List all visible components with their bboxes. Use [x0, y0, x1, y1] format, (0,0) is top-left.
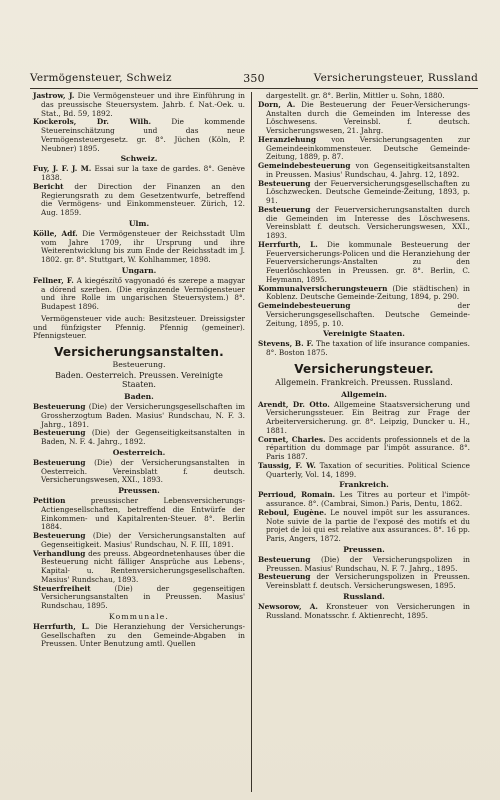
section-title-versicherungsanstalten: Versicherungsanstalten. — [54, 345, 224, 359]
entry-text: Die Heranziehung der Versicherungs-Gesellschaften zu den Gemeinde-Abgaben in Preussen. Unter Benutzung amtl. Quellen — [41, 621, 245, 649]
entry-text: der Feuerversicherungsanstalten durch die Gemeinden im Interesse des Löschwesens. Vereinsblatt f. deutsch. Versicherungswesen, XXI., 1893. — [266, 204, 470, 240]
section-title-versicherungsteuer: Versicherungsteuer. — [294, 361, 434, 376]
entry-text: Die Vermögensteuer und ihre Einführung in das preussische Steuersystem. Jahrb. f. Nat.-Oek. u. Stat., Bd. 59, 1892. — [41, 91, 245, 118]
entry-author: Herrfurth, L. — [33, 621, 90, 631]
entry-author: Besteuerung — [33, 457, 86, 467]
bib-entry — [33, 459, 245, 485]
bib-entry — [258, 401, 470, 436]
entry-text: der Versicherungsgesellschaften. Deutsche Gemeinde-Zeitung, 1895, p. 10. — [266, 301, 470, 328]
right-column — [258, 92, 470, 620]
entry-text: Die Besteuerung der Feuer-Versicherungs-Anstalten durch die Gemeinden im Interesse des Löschwesens. Vereinsbl. f. deutsch. Versicherungswesen, 21. Jahrg. — [266, 99, 470, 135]
entry-author: Fuy, J. F. J. M. — [33, 164, 92, 174]
running-header — [30, 72, 478, 88]
section-heading-schweiz: Schweiz. — [120, 154, 158, 164]
entry-author: Besteuerung — [258, 178, 311, 188]
entry-text: Die kommunale Besteuerung der Feuerversicherungs-Policen und die Heranziehung der Feuerversicherungs-Anstalten zu den Feuerlöschkosten in Preussen. gr. 8°. Berlin, C. Heymann, 1895. — [266, 239, 470, 284]
section-heading-kommunale: Kommunale. — [108, 611, 170, 621]
entry-text: Taxation of securities. Political Science Quarterly, Vol. 14, 1899. — [266, 460, 470, 479]
bib-entry — [258, 491, 470, 509]
entry-author: Gemeindebesteuerung — [258, 161, 351, 170]
country-list: Allgemein. Frankreich. Preussen. Russland. — [275, 377, 453, 387]
bib-entry — [258, 285, 470, 303]
entry-author: Newsorow, A. — [258, 601, 318, 611]
section-heading-preussen: Preussen. — [118, 486, 160, 496]
entry-author: Besteuerung — [33, 402, 86, 412]
section-heading-vereinigte-staaten: Vereinigte Staaten. — [323, 329, 405, 339]
page-number: 350 — [243, 72, 265, 85]
bib-entry — [33, 585, 245, 611]
bib-entry — [258, 573, 470, 591]
entry-text: von Gegenseitigkeitsanstalten in Preussen. Masius' Rundschau, 4. Jahrg. 12, 1892. — [266, 161, 470, 179]
entry-author: Petition — [33, 496, 66, 506]
entry-author: Gemeindebesteuerung — [258, 301, 351, 310]
entry-author: Herrfurth, L. — [258, 239, 318, 249]
entry-author: Reboul, Eugène. — [258, 507, 327, 517]
entry-author: Bericht — [33, 181, 64, 191]
entry-text: Die kommende Steuereinschätzung und das neue Vermögensteuergesetz. gr. 8°. Jüchen (Köln, P. Neubner) 1895. — [41, 117, 245, 153]
entry-author: Kölle, Adf. — [33, 228, 78, 238]
section-heading-baden: Baden. — [124, 392, 154, 402]
bib-entry — [33, 277, 245, 312]
bib-entry — [33, 403, 245, 429]
header-rule — [30, 88, 478, 89]
entry-author: Kommunalversicherungsteuern — [258, 283, 388, 293]
section-heading-ulm: Ulm. — [128, 218, 150, 228]
entry-author: Kockerols, Dr. Wilh. — [33, 117, 152, 127]
entry-text: (Die) der Gegenseitigkeitsanstalten in Baden, N. F. 4. Jahrg., 1892. — [41, 428, 245, 447]
entry-text: (Die städtischen) in Koblenz. Deutsche Gemeinde-Zeitung, 1894, p. 290. — [266, 283, 470, 302]
bib-entry — [33, 183, 245, 218]
bib-entry — [258, 180, 470, 206]
entry-author: Besteuerung — [258, 204, 311, 214]
entry-author: Jastrow, J. — [33, 91, 75, 100]
entry-author: Besteuerung — [258, 554, 311, 564]
entry-author: Taussig, F. W. — [258, 460, 316, 470]
entry-text: Le nouvel impôt sur les assurances. Note suivie de la partie de l'exposé des motifs et du projet de loi qui est relative aux assurances. 8°. 16 pp. Paris, Angers, 1872. — [266, 507, 470, 544]
section-subtitle: Besteuerung. — [112, 360, 166, 369]
entry-text: (Die) der Versicherungsanstalten in Oesterreich. Vereinsblatt f. deutsch. Versicherungswesen, XXI., 1893. — [41, 457, 245, 485]
bib-entry — [33, 165, 245, 183]
entry-text: der Direction der Finanzen an den Regierungsrath zu dem Gesetzentwurfe, betreffend die Vermögens- und Einkommensteuer. Zürich, 12. Aug. 1859. — [41, 181, 245, 217]
header-left: Vermögensteuer, Schweiz — [30, 72, 172, 84]
entry-text: (Die) der gegenseitigen Versicherungsanstalten in Preussen. Masius' Rundschau, 1895. — [41, 583, 245, 611]
bib-entry — [258, 556, 470, 574]
bib-entry — [258, 302, 470, 328]
bib-entry — [33, 497, 245, 532]
entry-author: Heranziehung — [258, 134, 316, 144]
bib-entry — [33, 92, 245, 118]
section-heading-russland: Russland. — [343, 591, 385, 601]
country-list: Baden. Oesterreich. Preussen. Vereinigte Staaten. — [55, 370, 223, 390]
entry-text: Allgemeine Staatsversicherung und Versicherungssteuer. Ein Beitrag zur Frage der Arbeiterversicherung. gr. 8°. Leipzig, Duncker u. H., 1881. — [266, 399, 471, 435]
entry-author: Besteuerung — [33, 531, 86, 541]
entry-author: Arendt, Dr. Otto. — [258, 399, 330, 409]
entry-text: Essai sur la taxe de gardes. 8°. Genève 1838. — [41, 164, 245, 182]
bib-entry — [258, 603, 470, 621]
entry-text: (Die) der Versicherungspolizen in Preussen. Masius' Rundschau, N. F. 7. Jahrg., 1895. — [266, 554, 470, 573]
section-heading-ungarn: Ungarn. — [121, 265, 157, 275]
section-heading-allgemein: Allgemein. — [341, 389, 387, 399]
bib-entry — [33, 118, 245, 153]
bib-entry — [258, 462, 470, 480]
entry-text: (Die) der Versicherungsgesellschaften im Grossherzogtum Baden. Masius' Rundschau, N. F. 3. Jahrg., 1891. — [41, 402, 245, 429]
entry-author: Stevens, B. F. — [258, 339, 314, 349]
entry-author: Cornet, Charles. — [258, 434, 326, 444]
bib-entry — [33, 623, 245, 649]
bib-entry — [258, 101, 470, 136]
entry-text: Des accidents professionnels et de la répartition du dommage par l'impôt assurance. 8°. Paris 1887. — [266, 434, 471, 462]
entry-author: Besteuerung — [33, 428, 86, 438]
bib-entry — [258, 206, 470, 241]
bib-entry — [258, 162, 470, 180]
entry-text: (Die) der Versicherungsanstalten auf Gegenseitigkeit. Masius' Rundschau, N. F. III, 1891. — [41, 531, 245, 549]
bib-entry — [33, 429, 245, 447]
entry-author: Perrioud, Romain. — [258, 490, 336, 500]
bib-entry — [258, 136, 470, 162]
entry-text: Les Titres au porteur et l'impôt-assurance. 8°. (Cambrai, Simon.) Paris, Dentu, 1862. — [266, 490, 470, 509]
bib-entry — [33, 230, 245, 265]
cross-reference-note: Vermögensteuer vide auch: Besitzsteuer. Dreissigster und fünfzigster Pfennig. Pfennig (gemeiner). Pfennigsteuer. — [33, 313, 245, 341]
entry-continuation: dargestellt. gr. 8°. Berlin, Mittler u. Sohn, 1880. — [266, 91, 445, 100]
section-heading-preussen: Preussen. — [343, 544, 385, 554]
entry-text: A kiegészítő vagyonadó és szerepe a magyar a dórend szerben. (Die ergänzende Vermögensteuer und ihre Rolle im ungarischen Steuersystem.) 8°. Budapest 1896. — [41, 275, 246, 311]
section-heading-frankreich: Frankreich. — [339, 480, 389, 490]
entry-text: The taxation of life insurance companies. 8°. Boston 1875. — [266, 339, 470, 357]
section-heading-oesterreich: Oesterreich. — [112, 447, 166, 457]
entry-author: Verhandlung — [33, 548, 86, 558]
entry-author: Besteuerung — [258, 572, 311, 582]
bib-entry — [33, 532, 245, 550]
entry-text: der Versicherungspolizen in Preussen. Vereinsblatt f. deutsch. Versicherungswesen, 1895. — [266, 572, 470, 591]
header-right: Versicherungsteuer, Russland — [313, 72, 478, 84]
entry-text: der Feuerversicherungsgesellschaften zu Löschzwecken. Deutsche Gemeinde-Zeitung, 1893, p. 91. — [266, 178, 470, 205]
bib-entry — [258, 509, 470, 544]
entry-author: Steuerfreiheit — [33, 583, 91, 593]
entry-text: preussischer Lebensversicherungs-Actiengesellschaften, betreffend die Entwürfe der Einkommen- und Kapitalrenten-Steuer. 8°. Berlin 1884. — [41, 496, 245, 532]
entry-text: des preuss. Abgeordnetenhauses über die Besteuerung nicht fälliger Ansprüche aus Lebens-, Kapital- u. Rentenversicherungsgesellschaften. Masius' Rundschau, 1893. — [41, 548, 245, 584]
entry-text: Die Vermögensteuer der Reichsstadt Ulm vom Jahre 1709, ihr Ursprung und ihre Weiterentwicklung bis zum Ende der Reichsstadt im J. 1802. gr. 8°. Stuttgart, W. Kohlhammer, 1898. — [41, 228, 245, 264]
entry-text: von Versicherungsagenten zur Gemeindeeinkommensteuer. Deutsche Gemeinde-Zeitung, 1889, p. 87. — [266, 134, 470, 162]
bib-entry — [258, 340, 470, 358]
bib-entry — [33, 550, 245, 585]
bib-entry — [258, 241, 470, 285]
bib-entry — [258, 436, 470, 462]
column-divider — [251, 92, 252, 792]
entry-text: Kronsteuer von Versicherungen in Russland. Monatsschr. f. Aktienrecht, 1895. — [266, 601, 470, 620]
entry-author: Fellner, F. — [33, 275, 74, 285]
entry-author: Dorn, A. — [258, 99, 296, 109]
left-column — [33, 92, 245, 649]
